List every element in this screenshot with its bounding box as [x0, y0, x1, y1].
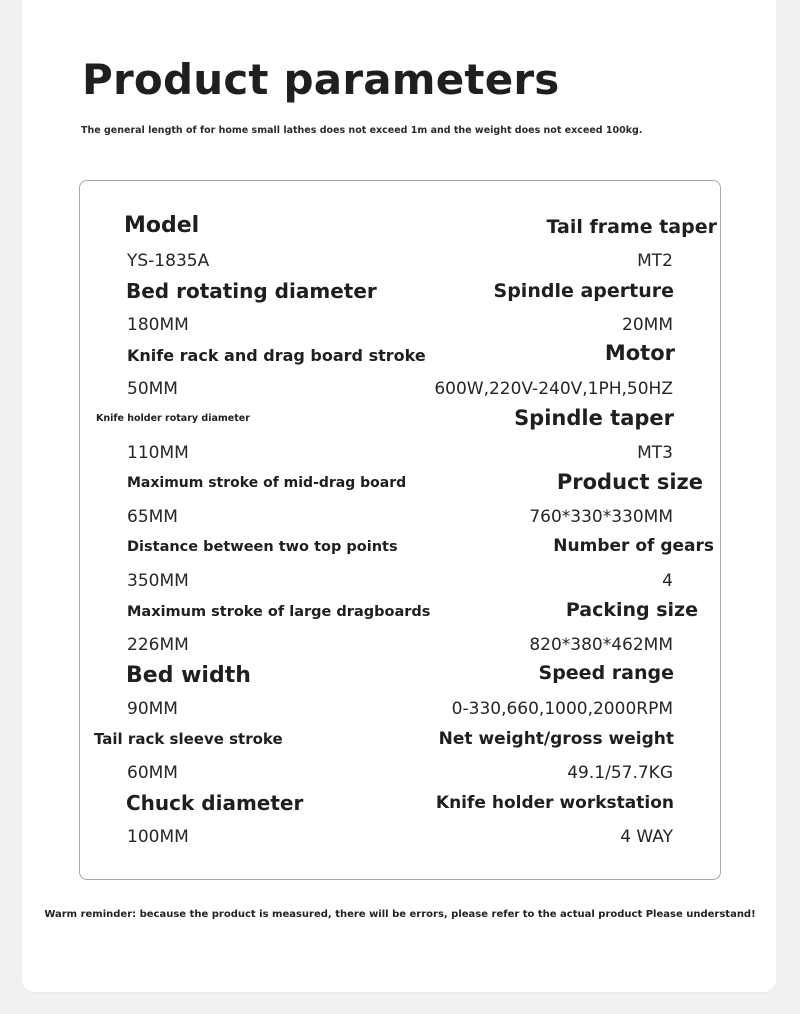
warm-reminder: Warm reminder: because the product is measured, there will be errors, please refer to the actual product Please understand!: [44, 909, 756, 920]
param-value-knife-rack-stroke: 50MM: [127, 379, 178, 399]
param-label-spindle-taper: Spindle taper: [514, 406, 674, 430]
param-value-knife-holder-rotary-diameter: 110MM: [127, 443, 189, 463]
param-value-knife-holder-workstation: 4 WAY: [620, 827, 673, 847]
param-value-spindle-aperture: 20MM: [622, 315, 673, 335]
page-subtitle: The general length of for home small lathes does not exceed 1m and the weight does not exceed 100kg.: [81, 125, 643, 136]
param-label-motor: Motor: [604, 341, 675, 365]
param-label-knife-rack-stroke: Knife rack and drag board stroke: [127, 346, 426, 365]
param-value-tail-rack-sleeve-stroke: 60MM: [127, 763, 178, 783]
param-label-speed-range: Speed range: [538, 662, 674, 684]
param-label-number-of-gears: Number of gears: [553, 536, 714, 556]
param-value-motor: 600W,220V-240V,1PH,50HZ: [434, 379, 673, 399]
param-value-tail-frame-taper: MT2: [637, 251, 673, 271]
param-label-model: Model: [124, 213, 200, 238]
param-label-bed-rotating-diameter: Bed rotating diameter: [126, 279, 377, 303]
param-value-distance-between-top-points: 350MM: [127, 571, 189, 591]
param-label-knife-holder-rotary-diameter: Knife holder rotary diameter: [96, 413, 250, 424]
param-value-product-size: 760*330*330MM: [529, 507, 673, 527]
param-value-number-of-gears: 4: [662, 571, 673, 591]
param-value-spindle-taper: MT3: [637, 443, 673, 463]
param-label-knife-holder-workstation: Knife holder workstation: [435, 793, 674, 813]
page-title: Product parameters: [82, 55, 560, 104]
param-value-bed-width: 90MM: [127, 699, 178, 719]
param-value-packing-size: 820*380*462MM: [529, 635, 673, 655]
param-value-bed-rotating-diameter: 180MM: [127, 315, 189, 335]
param-value-large-dragboard-stroke: 226MM: [127, 635, 189, 655]
param-label-spindle-aperture: Spindle aperture: [493, 280, 674, 302]
param-value-chuck-diameter: 100MM: [127, 827, 189, 847]
param-value-model: YS-1835A: [127, 251, 210, 271]
param-label-net-gross-weight: Net weight/gross weight: [438, 729, 674, 749]
param-label-tail-rack-sleeve-stroke: Tail rack sleeve stroke: [94, 730, 283, 748]
param-value-net-gross-weight: 49.1/57.7KG: [567, 763, 673, 783]
param-label-chuck-diameter: Chuck diameter: [126, 791, 304, 815]
param-label-bed-width: Bed width: [126, 663, 251, 688]
param-label-product-size: Product size: [556, 470, 703, 494]
param-value-speed-range: 0-330,660,1000,2000RPM: [451, 699, 673, 719]
param-label-distance-between-top-points: Distance between two top points: [127, 539, 398, 555]
param-label-large-dragboard-stroke: Maximum stroke of large dragboards: [127, 604, 431, 620]
param-value-mid-drag-board-stroke: 65MM: [127, 507, 178, 527]
param-label-mid-drag-board-stroke: Maximum stroke of mid-drag board: [127, 475, 407, 491]
param-label-packing-size: Packing size: [565, 599, 698, 621]
param-label-tail-frame-taper: Tail frame taper: [546, 216, 717, 238]
